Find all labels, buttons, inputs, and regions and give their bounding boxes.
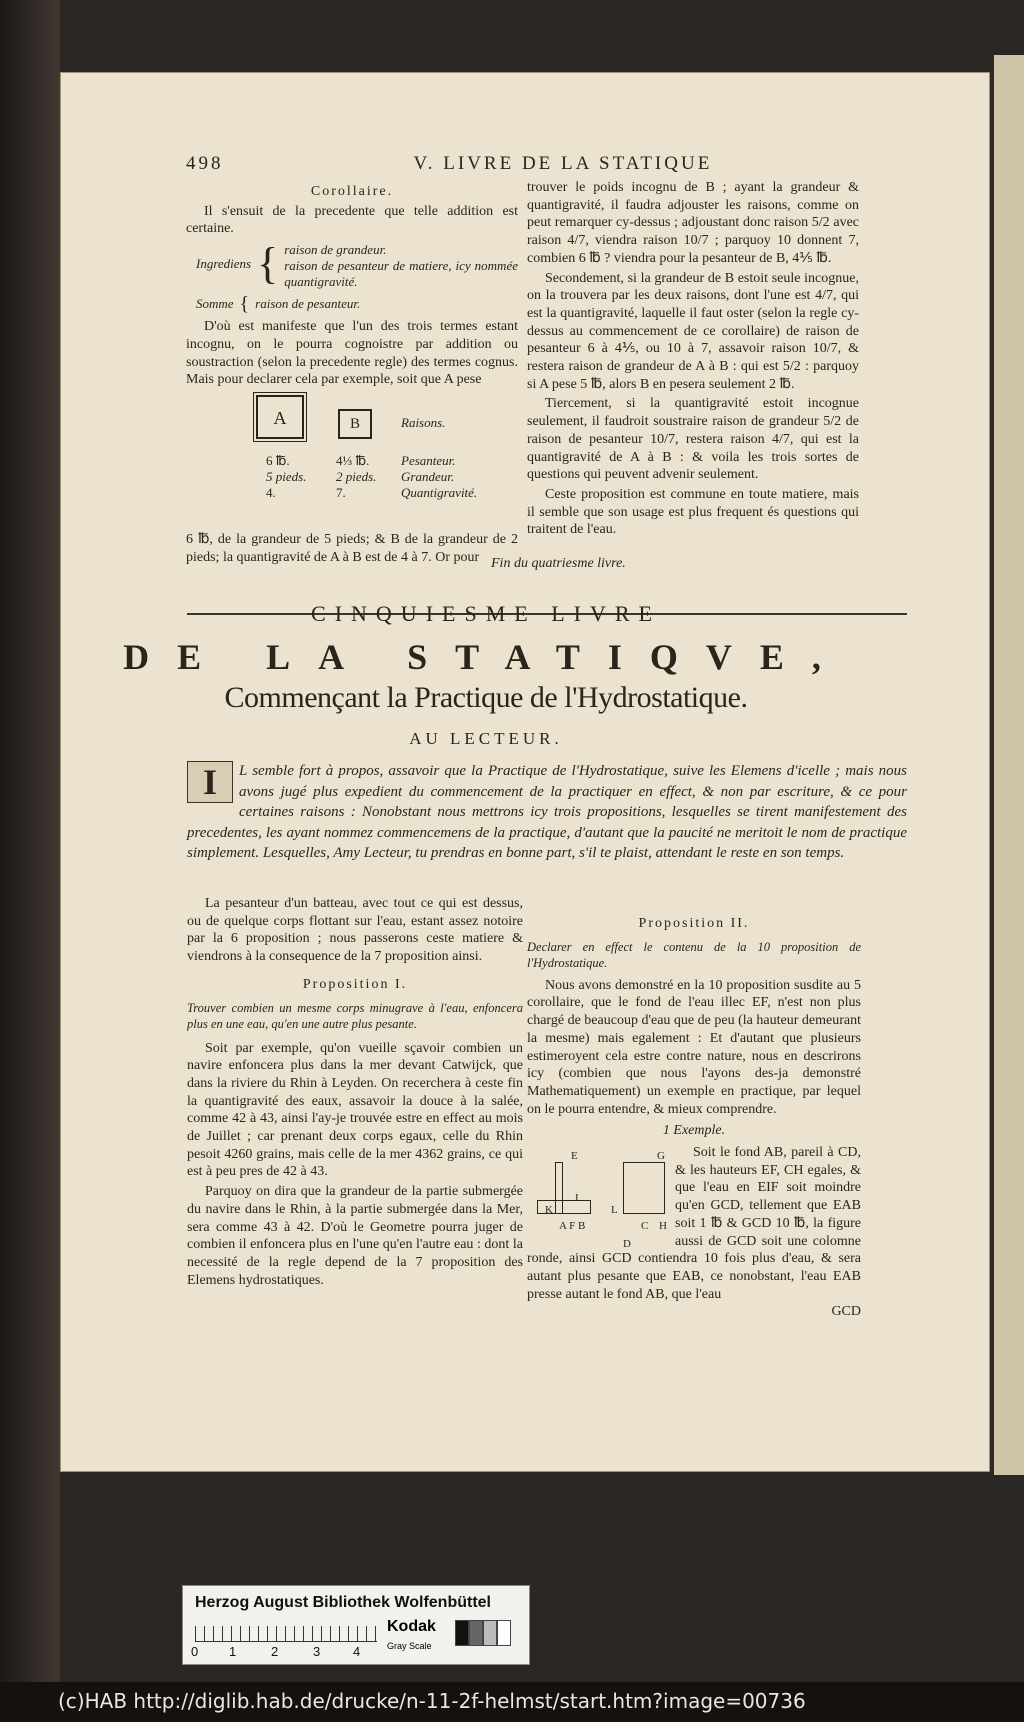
corollaire-heading: Corollaire. [310, 184, 394, 199]
brace-label: Somme [196, 296, 234, 312]
ruler-number: 0 [191, 1644, 199, 1659]
proposition-2-statement: Declarer en effect le contenu de la 10 proposition de l'Hydrostatique. [527, 939, 861, 970]
brace-item: raison de pesanteur de matiere, icy nommée quantigravité. [284, 258, 518, 290]
fig-label: E [571, 1150, 578, 1163]
au-lecteur-heading: AU LECTEUR. [409, 729, 563, 748]
right-column-top [527, 179, 859, 541]
paragraph: D'où est manifeste que l'un des trois termes estant incognu, on le pourra cognoistre par addition ou soustraction (selon la precedente regle) des termes cognus. Mais pour declarer cela par exemple, soit que A pese [186, 319, 518, 388]
brace-icon: { [257, 239, 279, 289]
paragraph: Secondement, si la grandeur de B estoit seule incognue, on la trouvera par les deux raisons, dont l'une est 4/7, qui est la quantigravité, laquelle il faut oster (selon la regle cy-dessus au commencement de ce corollaire) de raison de pesanteur 6 à 4⅕, ou 10 à 7, assavoir raison 10/7, & restera raison de grandeur de A à B : qui est 5/2 : parquoy si A pese 5 ℔, alors B en pesera seulement 2 ℔. [527, 270, 859, 392]
book-title-line2: DE LA STATIQVE, [123, 637, 849, 677]
book-subtitle: Commençant la Practique de l'Hydrostatique. [224, 681, 748, 714]
fig-label: L [611, 1204, 618, 1217]
fig-label: C H D [623, 1220, 667, 1250]
exemple-heading: 1 Exemple. [662, 1123, 726, 1139]
running-title: V. LIVRE DE LA STATIQUE [413, 153, 713, 174]
fig-label: K [545, 1204, 553, 1217]
swatch [469, 1620, 483, 1646]
wide-vessel [623, 1162, 665, 1214]
gray-scale-label: Gray Scale [387, 1641, 432, 1651]
somme-brace [196, 293, 518, 316]
brace-item: raison de pesanteur. [255, 296, 361, 312]
intro-paragraph [187, 761, 907, 864]
facing-page-edge [994, 55, 1024, 1475]
exemple-text: Soit le fond AB, pareil à CD, & les hauteurs EF, CH egales, & que l'eau en EIF soit moindre qu'en GCD, tellement que EAB soit 1 ℔ & GCD 10 ℔, la figure aussi de GCD soit une colomne ronde, ainsi GCD contiendra 10 fois plus d'eau, & sera autant plus pesante que EAB, ce nonobstant, l'eau EAB presse autant le fond AB, que l'eau [527, 1145, 861, 1302]
ruler-number: 2 [271, 1644, 279, 1659]
swatch [483, 1620, 497, 1646]
label: Grandeur. [401, 468, 455, 484]
left-column-bottom [187, 895, 523, 1291]
value: 4. [266, 484, 276, 500]
intro-text: L semble fort à propos, assavoir que la Practique de l'Hydrostatique, suive les Elemens d'icelle ; mais nous avons jugé plus expedient du commencement de la practiquer en effect, & non par escriture, & ce pour certaines raisons : Nonobstant nous mettrons icy trois propositions, lesquelles se tirent manifestement des precedentes, les ayant nommez commencemens de la practique, d'autant que la paucité ne meritoit le nom de practique simplement. Lesquelles, Amy Lecteur, tu prendras en bonne part, s'il te plaist, attendant le reste en son temps. [187, 763, 907, 861]
paragraph: Parquoy on dira que la grandeur de la partie submergée du navire dans le Rhin, à la partie submergée dans la Mer, sera comme 43 à 42. D'où le Geometre pourra juger de combien il enfoncera plus en l'une qu'en l'autre eau : dont la necessité de la regle depend de la 7 proposition des Elemens hydrostatiques. [187, 1184, 523, 1288]
paragraph-start [527, 1144, 861, 1303]
raisons-label: Raisons. [401, 414, 446, 430]
paragraph: 6 ℔, de la grandeur de 5 pieds; & B de la grandeur de 2 pieds; la quantigravité de A à B est de 4 à 7. Or pour [186, 531, 518, 565]
proposition-2-heading: Proposition II. [638, 916, 750, 931]
paragraph: Il s'ensuit de la precedente que telle addition est certaine. [186, 203, 518, 237]
brace-icon: { [239, 293, 250, 316]
book-spine [0, 0, 60, 1682]
left-column-top [186, 181, 518, 568]
archive-label [182, 1585, 530, 1665]
gray-swatches [455, 1620, 511, 1646]
book-title-line1: CINQUIESME LIVRE [311, 601, 661, 626]
vessels-figure [527, 1148, 667, 1250]
value: 6 ℔. [266, 452, 290, 468]
paragraph: trouver le poids incognu de B ; ayant la grandeur & quantigravité, il faudra adjouster les raisons, comme on peut remarquer cy-dessus ; adjoustant donc raison 5/2 avec raison 4/7, viendra raison 10/7 ; parquoy 10 donnent 7, combien 6 ℔ ? viendra pour la pesanteur de B, 4⅕ ℔. [527, 180, 859, 266]
right-column-bottom [527, 913, 861, 1321]
ruler-number: 4 [353, 1644, 361, 1659]
column-b-values [336, 453, 376, 501]
label: Pesanteur. [401, 452, 456, 468]
paragraph: La pesanteur d'un batteau, avec tout ce qui est dessus, ou de quelque corps flottant sur l'eau, estant assez notoire par la 6 proposition ; nous passerons ceste matiere & viendrons à la consequence de la 7 proposition ainsi. [187, 896, 523, 965]
column-a-values [266, 453, 306, 501]
catchword: GCD [831, 1304, 861, 1320]
value: 7. [336, 484, 346, 500]
value: 2 pieds. [336, 468, 377, 484]
swatch [497, 1620, 511, 1646]
end-of-book-line: Fin du quatriesme livre. [491, 556, 626, 571]
page-number: 498 [186, 153, 224, 174]
brace-item: raison de grandeur. [284, 242, 387, 258]
paragraph: Soit par exemple, qu'on vueille sçavoir combien un navire enfoncera plus dans la mer devant Catwijck, que dans la riviere du Rhin à Leyden. On recerchera à ceste fin la quantigravité des eaux, assavoir la douce à la salée, comme 42 à 43, ainsi l'ay-je trouvée estre en effect au mois de Juillet ; car prenant deux corps egaux, celle du Rhin pesoit 4260 grains, mais celle de la mer 4362 grains, ce qui est à peu pres de 42 à 43. [187, 1040, 523, 1180]
paragraph: Ceste proposition est commune en toute matiere, mais il semble que son usage est plus frequent és questions qui traitent de l'eau. [527, 486, 859, 538]
kodak-logo: Kodak [387, 1618, 436, 1635]
ruler-number: 1 [229, 1644, 237, 1659]
ruler-number: 3 [313, 1644, 321, 1659]
paragraph: Tiercement, si la quantigravité estoit incognue seulement, il faudroit soustraire raison de grandeur 5/2 de raison de pesanteur 10/7, restera raison 4/7, qui est la quantigravité de A à B : & voila les trois sortes de questions qui peuvent advenir seulement. [527, 396, 859, 483]
swatch [455, 1620, 469, 1646]
drop-cap: I [187, 761, 233, 803]
running-head [186, 153, 896, 175]
box-a: A [256, 395, 304, 439]
label: Quantigravité. [401, 484, 478, 500]
column-labels [401, 453, 477, 501]
fig-label: A F B [559, 1220, 586, 1233]
value: 4⅓ ℔. [336, 452, 370, 468]
value: 5 pieds. [266, 468, 307, 484]
box-b: B [338, 409, 372, 439]
library-name: Herzog August Bibliothek Wolfenbüttel [195, 1594, 491, 1611]
fig-label: G [657, 1150, 665, 1163]
ingrediens-brace [196, 239, 518, 290]
proposition-1-statement: Trouver combien un mesme corps minugrave à l'eau, enfoncera plus en une eau, qu'en une autre plus pesante. [187, 1000, 523, 1031]
proposition-1-heading: Proposition I. [302, 976, 408, 992]
fig-label: I [575, 1192, 579, 1205]
scale-ruler [195, 1626, 377, 1642]
brace-label: Ingrediens [196, 256, 252, 272]
source-footer: (c)HAB http://diglib.hab.de/drucke/n-11-2f-helmst/start.htm?image=00736 [0, 1682, 1024, 1722]
book-page [60, 72, 990, 1472]
boxes-diagram [186, 395, 518, 525]
brace-items [284, 242, 518, 290]
paragraph: Nous avons demonstré en la 10 proposition susdite au 5 corollaire, que le fond de l'eau illec EF, n'est non plus chargé de beaucoup d'eau que de peu (la hauteur demeurant la mesme) mais egalement : Et d'autant que plusieurs estimeroyent cela estre contre nature, nous en descrirons icy (combien que nous l'ayons des-ja demonstré Mathematiquement) un exemple en practique, par lequel on le pourra entendre, & mieux comprendre. [527, 977, 861, 1117]
